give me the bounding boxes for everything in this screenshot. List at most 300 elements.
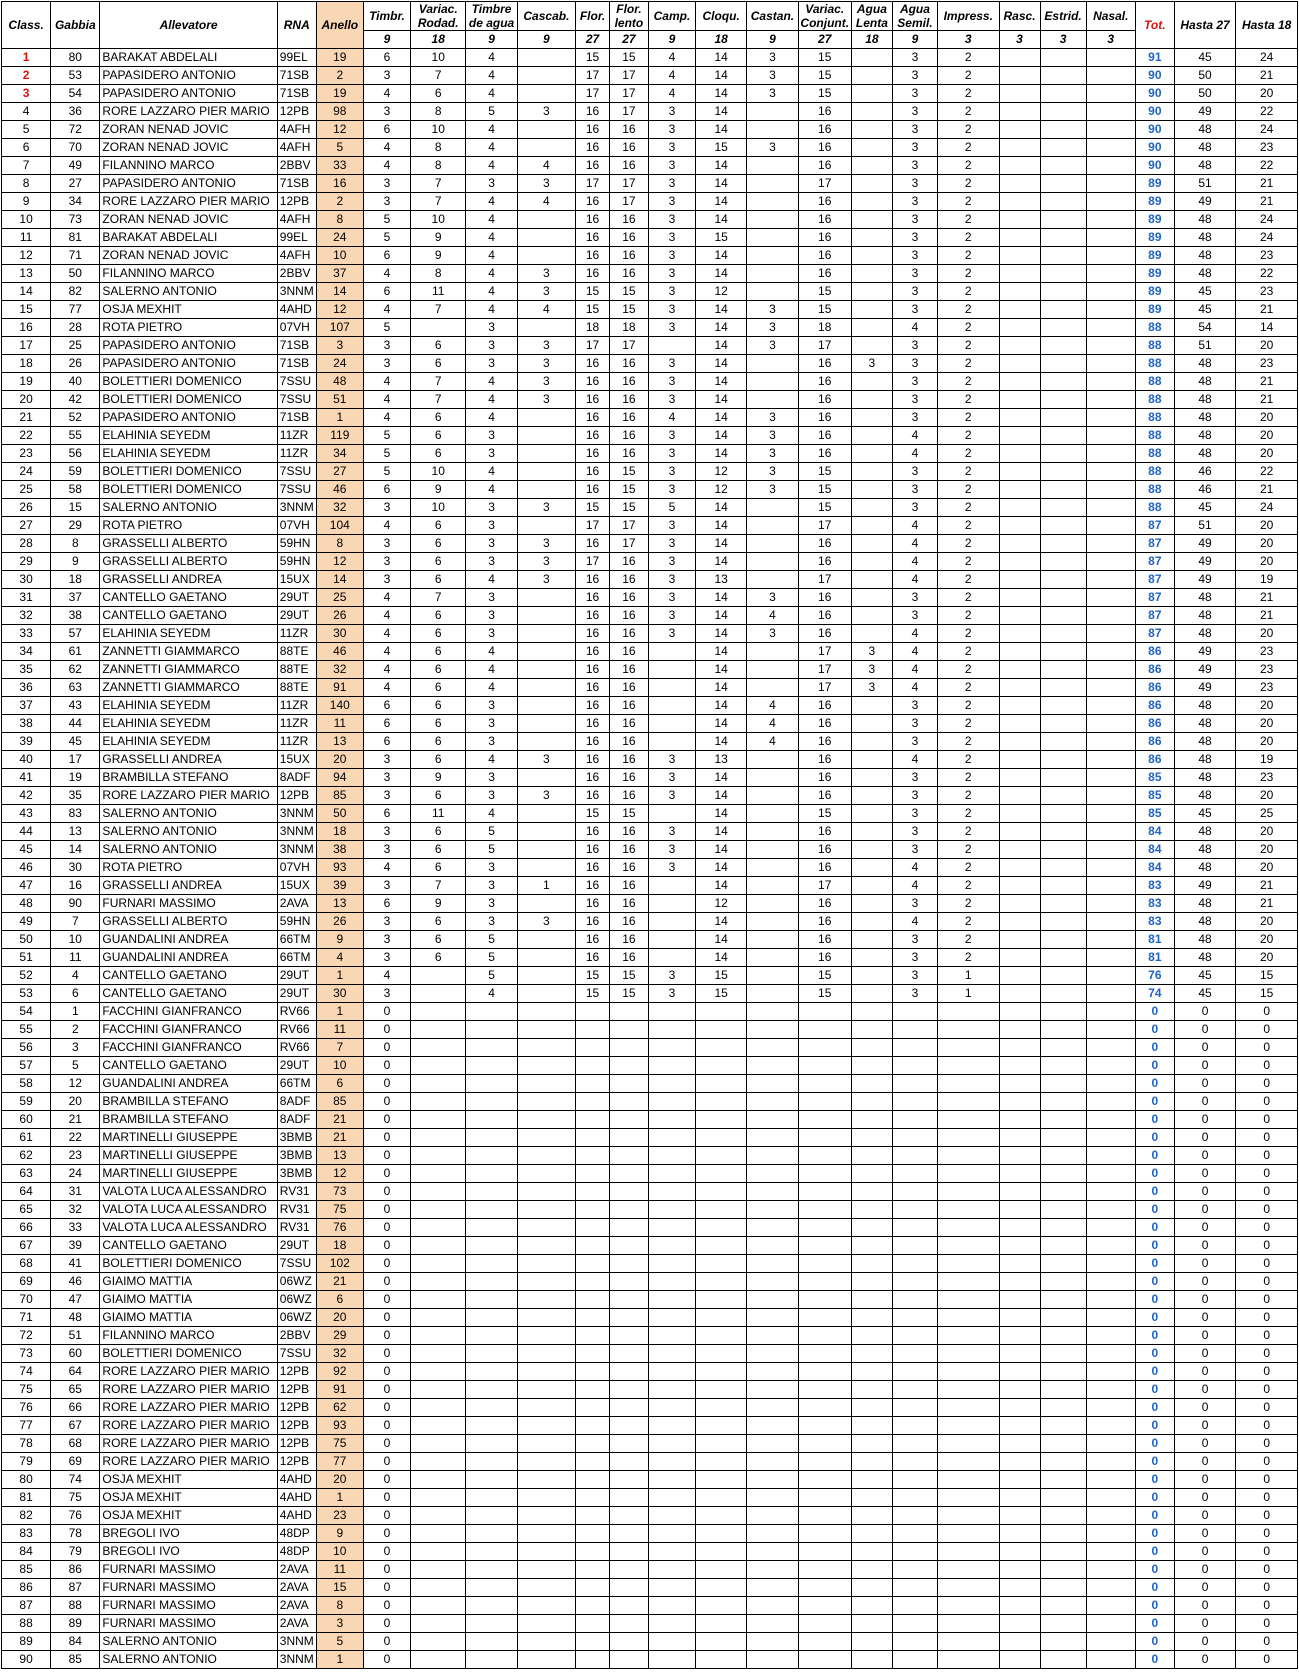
- estrid-cell: [1040, 517, 1086, 535]
- variac-rodad-cell: 7: [411, 175, 466, 193]
- rasc-cell: [999, 1273, 1040, 1291]
- header-hasta-27: Hasta 27: [1174, 2, 1236, 49]
- timbr-cell: 0: [363, 1039, 410, 1057]
- impress-cell: 2: [938, 949, 1000, 967]
- cloqu-cell: [696, 1039, 747, 1057]
- table-row: [2, 49, 1298, 67]
- allevatore-cell: OSJA MEXHIT: [100, 1489, 277, 1507]
- agua-semil-cell: 3: [892, 49, 937, 67]
- rasc-cell: [999, 1021, 1040, 1039]
- flor-lento-cell: [609, 1183, 648, 1201]
- hasta-27-cell: 0: [1174, 1075, 1236, 1093]
- timbr-cell: 3: [363, 877, 410, 895]
- variac-rodad-cell: [411, 1489, 466, 1507]
- flor-lento-cell: 16: [609, 643, 648, 661]
- rna-cell: 12PB: [277, 1363, 316, 1381]
- agua-semil-cell: 3: [892, 805, 937, 823]
- anello-cell: 32: [316, 1345, 363, 1363]
- estrid-cell: [1040, 1111, 1086, 1129]
- anello-cell: 27: [316, 463, 363, 481]
- table-row: [2, 1615, 1298, 1633]
- gabbia-cell: 6: [51, 985, 100, 1003]
- agua-semil-cell: [892, 1291, 937, 1309]
- estrid-cell: [1040, 1291, 1086, 1309]
- timbre-de-agua-cell: [466, 1237, 517, 1255]
- nasal-cell: [1086, 1111, 1135, 1129]
- gabbia-cell: 17: [51, 751, 100, 769]
- estrid-cell: [1040, 1039, 1086, 1057]
- anello-cell: 11: [316, 1561, 363, 1579]
- hasta-18-cell: 0: [1236, 1651, 1298, 1669]
- class-cell: 56: [2, 1039, 51, 1057]
- variac-conjunt-cell: 15: [798, 985, 851, 1003]
- variac-rodad-cell: [411, 1003, 466, 1021]
- castan-cell: [747, 1273, 798, 1291]
- rasc-cell: [999, 715, 1040, 733]
- hasta-18-cell: 20: [1236, 859, 1298, 877]
- tot-cell: 83: [1135, 877, 1174, 895]
- agua-semil-cell: [892, 1633, 937, 1651]
- flor-cell: [576, 1309, 610, 1327]
- impress-cell: [938, 1075, 1000, 1093]
- cascab-cell: [517, 1291, 575, 1309]
- timbre-de-agua-cell: 3: [466, 715, 517, 733]
- flor-lento-cell: 16: [609, 157, 648, 175]
- rna-cell: 66TM: [277, 1075, 316, 1093]
- rasc-cell: [999, 391, 1040, 409]
- agua-semil-cell: [892, 1453, 937, 1471]
- hasta-27-cell: 0: [1174, 1093, 1236, 1111]
- castan-cell: 4: [747, 607, 798, 625]
- flor-lento-cell: 15: [609, 805, 648, 823]
- hasta-27-cell: 45: [1174, 805, 1236, 823]
- hasta-18-cell: 23: [1236, 643, 1298, 661]
- tot-cell: 90: [1135, 157, 1174, 175]
- cascab-cell: [517, 211, 575, 229]
- gabbia-cell: 40: [51, 373, 100, 391]
- timbr-cell: 0: [363, 1471, 410, 1489]
- gabbia-cell: 23: [51, 1147, 100, 1165]
- table-row: [2, 823, 1298, 841]
- agua-semil-cell: 4: [892, 571, 937, 589]
- cloqu-cell: 14: [696, 409, 747, 427]
- variac-conjunt-cell: [798, 1219, 851, 1237]
- camp-cell: 3: [648, 625, 695, 643]
- hasta-27-cell: 0: [1174, 1435, 1236, 1453]
- nasal-cell: [1086, 931, 1135, 949]
- class-cell: 75: [2, 1381, 51, 1399]
- table-row: [2, 193, 1298, 211]
- hasta-27-cell: 0: [1174, 1651, 1236, 1669]
- timbr-cell: 4: [363, 679, 410, 697]
- timbr-cell: 0: [363, 1309, 410, 1327]
- rna-cell: 11ZR: [277, 733, 316, 751]
- hasta-27-cell: 51: [1174, 337, 1236, 355]
- table-row: [2, 391, 1298, 409]
- camp-cell: 5: [648, 499, 695, 517]
- rasc-cell: [999, 67, 1040, 85]
- variac-rodad-cell: 7: [411, 193, 466, 211]
- agua-semil-cell: [892, 1201, 937, 1219]
- agua-lenta-cell: [851, 751, 892, 769]
- variac-conjunt-cell: [798, 1525, 851, 1543]
- allevatore-cell: MARTINELLI GIUSEPPE: [100, 1165, 277, 1183]
- rasc-cell: [999, 1525, 1040, 1543]
- table-row: [2, 571, 1298, 589]
- timbre-de-agua-cell: [466, 1597, 517, 1615]
- castan-cell: [747, 1255, 798, 1273]
- variac-conjunt-cell: [798, 1345, 851, 1363]
- allevatore-cell: ZORAN NENAD JOVIC: [100, 211, 277, 229]
- agua-semil-cell: 4: [892, 535, 937, 553]
- flor-cell: [576, 1651, 610, 1669]
- flor-cell: [576, 1003, 610, 1021]
- timbre-de-agua-cell: 4: [466, 481, 517, 499]
- class-cell: 89: [2, 1633, 51, 1651]
- allevatore-cell: SALERNO ANTONIO: [100, 283, 277, 301]
- hasta-27-cell: 0: [1174, 1309, 1236, 1327]
- anello-cell: 24: [316, 355, 363, 373]
- agua-lenta-cell: [851, 1633, 892, 1651]
- flor-cell: 15: [576, 499, 610, 517]
- agua-lenta-cell: [851, 805, 892, 823]
- castan-cell: [747, 823, 798, 841]
- variac-conjunt-cell: 16: [798, 859, 851, 877]
- hasta-27-cell: 48: [1174, 157, 1236, 175]
- agua-semil-cell: 3: [892, 409, 937, 427]
- table-row: [2, 157, 1298, 175]
- table-row: [2, 1417, 1298, 1435]
- variac-rodad-cell: 8: [411, 157, 466, 175]
- cascab-cell: 3: [517, 499, 575, 517]
- table-row: [2, 1057, 1298, 1075]
- hasta-27-cell: 0: [1174, 1579, 1236, 1597]
- rna-cell: 4AHD: [277, 301, 316, 319]
- tot-cell: 0: [1135, 1453, 1174, 1471]
- rna-cell: 11ZR: [277, 445, 316, 463]
- agua-semil-cell: [892, 1399, 937, 1417]
- castan-cell: 3: [747, 481, 798, 499]
- agua-lenta-cell: [851, 571, 892, 589]
- timbre-de-agua-cell: [466, 1183, 517, 1201]
- class-cell: 52: [2, 967, 51, 985]
- gabbia-cell: 84: [51, 1633, 100, 1651]
- tot-cell: 0: [1135, 1039, 1174, 1057]
- agua-semil-cell: [892, 1543, 937, 1561]
- agua-semil-cell: 3: [892, 391, 937, 409]
- impress-cell: [938, 1417, 1000, 1435]
- camp-cell: [648, 337, 695, 355]
- cloqu-cell: 14: [696, 193, 747, 211]
- hasta-18-cell: 0: [1236, 1381, 1298, 1399]
- cloqu-cell: [696, 1471, 747, 1489]
- rna-cell: 71SB: [277, 337, 316, 355]
- class-cell: 87: [2, 1597, 51, 1615]
- timbre-de-agua-cell: [466, 1579, 517, 1597]
- castan-cell: [747, 967, 798, 985]
- tot-cell: 0: [1135, 1021, 1174, 1039]
- gabbia-cell: 50: [51, 265, 100, 283]
- impress-cell: [938, 1399, 1000, 1417]
- flor-lento-cell: [609, 1309, 648, 1327]
- flor-cell: 16: [576, 571, 610, 589]
- variac-rodad-cell: 8: [411, 103, 466, 121]
- hasta-27-cell: 0: [1174, 1399, 1236, 1417]
- flor-cell: 16: [576, 373, 610, 391]
- variac-rodad-cell: 7: [411, 67, 466, 85]
- rna-cell: 3BMB: [277, 1129, 316, 1147]
- timbre-de-agua-cell: 3: [466, 913, 517, 931]
- flor-lento-cell: [609, 1111, 648, 1129]
- flor-lento-cell: 15: [609, 49, 648, 67]
- camp-cell: 3: [648, 193, 695, 211]
- tot-cell: 0: [1135, 1237, 1174, 1255]
- variac-conjunt-cell: 17: [798, 517, 851, 535]
- gabbia-cell: 28: [51, 319, 100, 337]
- max-flor-lento: 27: [609, 31, 648, 49]
- max-timbr: 9: [363, 31, 410, 49]
- variac-conjunt-cell: [798, 1111, 851, 1129]
- timbre-de-agua-cell: [466, 1471, 517, 1489]
- impress-cell: 2: [938, 589, 1000, 607]
- cascab-cell: [517, 445, 575, 463]
- timbr-cell: 5: [363, 427, 410, 445]
- class-cell: 57: [2, 1057, 51, 1075]
- timbre-de-agua-cell: [466, 1525, 517, 1543]
- nasal-cell: [1086, 1417, 1135, 1435]
- hasta-18-cell: 0: [1236, 1345, 1298, 1363]
- class-cell: 59: [2, 1093, 51, 1111]
- hasta-27-cell: 48: [1174, 121, 1236, 139]
- gabbia-cell: 79: [51, 1543, 100, 1561]
- variac-rodad-cell: [411, 1597, 466, 1615]
- header-estrid: Estrid.: [1040, 2, 1086, 31]
- tot-cell: 88: [1135, 355, 1174, 373]
- flor-cell: [576, 1327, 610, 1345]
- rna-cell: 12PB: [277, 1399, 316, 1417]
- hasta-18-cell: 20: [1236, 625, 1298, 643]
- estrid-cell: [1040, 175, 1086, 193]
- rasc-cell: [999, 1309, 1040, 1327]
- class-cell: 72: [2, 1327, 51, 1345]
- impress-cell: [938, 1435, 1000, 1453]
- hasta-18-cell: 0: [1236, 1309, 1298, 1327]
- variac-conjunt-cell: 16: [798, 625, 851, 643]
- estrid-cell: [1040, 1345, 1086, 1363]
- class-cell: 30: [2, 571, 51, 589]
- gabbia-cell: 73: [51, 211, 100, 229]
- estrid-cell: [1040, 1381, 1086, 1399]
- hasta-27-cell: 0: [1174, 1021, 1236, 1039]
- castan-cell: [747, 553, 798, 571]
- gabbia-cell: 42: [51, 391, 100, 409]
- rna-cell: 3BMB: [277, 1165, 316, 1183]
- allevatore-cell: ROTA PIETRO: [100, 859, 277, 877]
- flor-lento-cell: [609, 1489, 648, 1507]
- nasal-cell: [1086, 391, 1135, 409]
- allevatore-cell: GUANDALINI ANDREA: [100, 1075, 277, 1093]
- anello-cell: 1: [316, 1651, 363, 1669]
- timbre-de-agua-cell: [466, 1507, 517, 1525]
- timbr-cell: 4: [363, 139, 410, 157]
- impress-cell: 2: [938, 49, 1000, 67]
- estrid-cell: [1040, 1237, 1086, 1255]
- table-row: [2, 769, 1298, 787]
- agua-lenta-cell: [851, 1201, 892, 1219]
- flor-lento-cell: 17: [609, 103, 648, 121]
- header-gabbia: Gabbia: [51, 2, 100, 49]
- nasal-cell: [1086, 877, 1135, 895]
- cascab-cell: [517, 1435, 575, 1453]
- impress-cell: 2: [938, 445, 1000, 463]
- timbre-de-agua-cell: 3: [466, 337, 517, 355]
- class-cell: 83: [2, 1525, 51, 1543]
- cloqu-cell: [696, 1507, 747, 1525]
- nasal-cell: [1086, 661, 1135, 679]
- gabbia-cell: 8: [51, 535, 100, 553]
- nasal-cell: [1086, 157, 1135, 175]
- hasta-18-cell: 19: [1236, 571, 1298, 589]
- flor-cell: [576, 1291, 610, 1309]
- flor-cell: [576, 1255, 610, 1273]
- timbr-cell: 0: [363, 1453, 410, 1471]
- agua-lenta-cell: [851, 967, 892, 985]
- flor-lento-cell: 15: [609, 499, 648, 517]
- rasc-cell: [999, 49, 1040, 67]
- timbr-cell: 0: [363, 1399, 410, 1417]
- estrid-cell: [1040, 1489, 1086, 1507]
- cloqu-cell: 14: [696, 535, 747, 553]
- hasta-18-cell: 22: [1236, 265, 1298, 283]
- gabbia-cell: 48: [51, 1309, 100, 1327]
- allevatore-cell: ZORAN NENAD JOVIC: [100, 121, 277, 139]
- variac-conjunt-cell: [798, 1093, 851, 1111]
- variac-rodad-cell: 6: [411, 445, 466, 463]
- agua-semil-cell: 3: [892, 121, 937, 139]
- anello-cell: 93: [316, 1417, 363, 1435]
- castan-cell: [747, 913, 798, 931]
- anello-cell: 12: [316, 1165, 363, 1183]
- estrid-cell: [1040, 679, 1086, 697]
- castan-cell: [747, 1057, 798, 1075]
- rna-cell: 06WZ: [277, 1291, 316, 1309]
- hasta-18-cell: 21: [1236, 877, 1298, 895]
- timbre-de-agua-cell: [466, 1309, 517, 1327]
- rasc-cell: [999, 1633, 1040, 1651]
- table-row: [2, 1363, 1298, 1381]
- rna-cell: 3NNM: [277, 805, 316, 823]
- agua-semil-cell: 3: [892, 85, 937, 103]
- impress-cell: 2: [938, 679, 1000, 697]
- castan-cell: 3: [747, 301, 798, 319]
- camp-cell: 3: [648, 319, 695, 337]
- nasal-cell: [1086, 1453, 1135, 1471]
- impress-cell: 2: [938, 787, 1000, 805]
- allevatore-cell: BRAMBILLA STEFANO: [100, 769, 277, 787]
- rna-cell: 8ADF: [277, 1111, 316, 1129]
- impress-cell: 2: [938, 319, 1000, 337]
- estrid-cell: [1040, 553, 1086, 571]
- flor-cell: 15: [576, 301, 610, 319]
- agua-semil-cell: 3: [892, 931, 937, 949]
- agua-lenta-cell: [851, 373, 892, 391]
- castan-cell: [747, 1543, 798, 1561]
- castan-cell: [747, 1417, 798, 1435]
- timbre-de-agua-cell: 4: [466, 193, 517, 211]
- anello-cell: 10: [316, 1057, 363, 1075]
- flor-cell: 16: [576, 535, 610, 553]
- impress-cell: 2: [938, 823, 1000, 841]
- table-row: [2, 139, 1298, 157]
- camp-cell: [648, 1363, 695, 1381]
- agua-semil-cell: 3: [892, 373, 937, 391]
- max-cascab: 9: [517, 31, 575, 49]
- allevatore-cell: FURNARI MASSIMO: [100, 1615, 277, 1633]
- tot-cell: 86: [1135, 643, 1174, 661]
- cloqu-cell: 14: [696, 661, 747, 679]
- camp-cell: 3: [648, 247, 695, 265]
- flor-lento-cell: [609, 1525, 648, 1543]
- anello-cell: 50: [316, 805, 363, 823]
- allevatore-cell: ELAHINIA SEYEDM: [100, 697, 277, 715]
- timbr-cell: 0: [363, 1093, 410, 1111]
- anello-cell: 13: [316, 895, 363, 913]
- variac-conjunt-cell: 16: [798, 607, 851, 625]
- timbr-cell: 5: [363, 319, 410, 337]
- nasal-cell: [1086, 1003, 1135, 1021]
- cascab-cell: [517, 409, 575, 427]
- nasal-cell: [1086, 355, 1135, 373]
- agua-lenta-cell: [851, 1345, 892, 1363]
- anello-cell: 9: [316, 1525, 363, 1543]
- rasc-cell: [999, 1435, 1040, 1453]
- gabbia-cell: 33: [51, 1219, 100, 1237]
- impress-cell: [938, 1489, 1000, 1507]
- castan-cell: [747, 1147, 798, 1165]
- nasal-cell: [1086, 1309, 1135, 1327]
- class-cell: 81: [2, 1489, 51, 1507]
- flor-cell: 17: [576, 553, 610, 571]
- flor-cell: 16: [576, 661, 610, 679]
- variac-rodad-cell: 6: [411, 607, 466, 625]
- timbre-de-agua-cell: [466, 1093, 517, 1111]
- estrid-cell: [1040, 769, 1086, 787]
- allevatore-cell: SALERNO ANTONIO: [100, 1633, 277, 1651]
- agua-semil-cell: 4: [892, 427, 937, 445]
- class-cell: 84: [2, 1543, 51, 1561]
- camp-cell: 3: [648, 751, 695, 769]
- rna-cell: 7SSU: [277, 391, 316, 409]
- hasta-27-cell: 0: [1174, 1237, 1236, 1255]
- hasta-18-cell: 20: [1236, 949, 1298, 967]
- cascab-cell: [517, 679, 575, 697]
- rasc-cell: [999, 553, 1040, 571]
- hasta-27-cell: 48: [1174, 427, 1236, 445]
- agua-semil-cell: 3: [892, 103, 937, 121]
- impress-cell: 2: [938, 499, 1000, 517]
- cloqu-cell: 14: [696, 355, 747, 373]
- agua-lenta-cell: [851, 1291, 892, 1309]
- variac-conjunt-cell: [798, 1273, 851, 1291]
- flor-lento-cell: 15: [609, 985, 648, 1003]
- header-impress: Impress.: [938, 2, 1000, 31]
- agua-semil-cell: 4: [892, 553, 937, 571]
- timbre-de-agua-cell: [466, 1435, 517, 1453]
- anello-cell: 102: [316, 1255, 363, 1273]
- header-row-labels: [2, 2, 1298, 31]
- variac-conjunt-cell: 17: [798, 337, 851, 355]
- timbre-de-agua-cell: [466, 1543, 517, 1561]
